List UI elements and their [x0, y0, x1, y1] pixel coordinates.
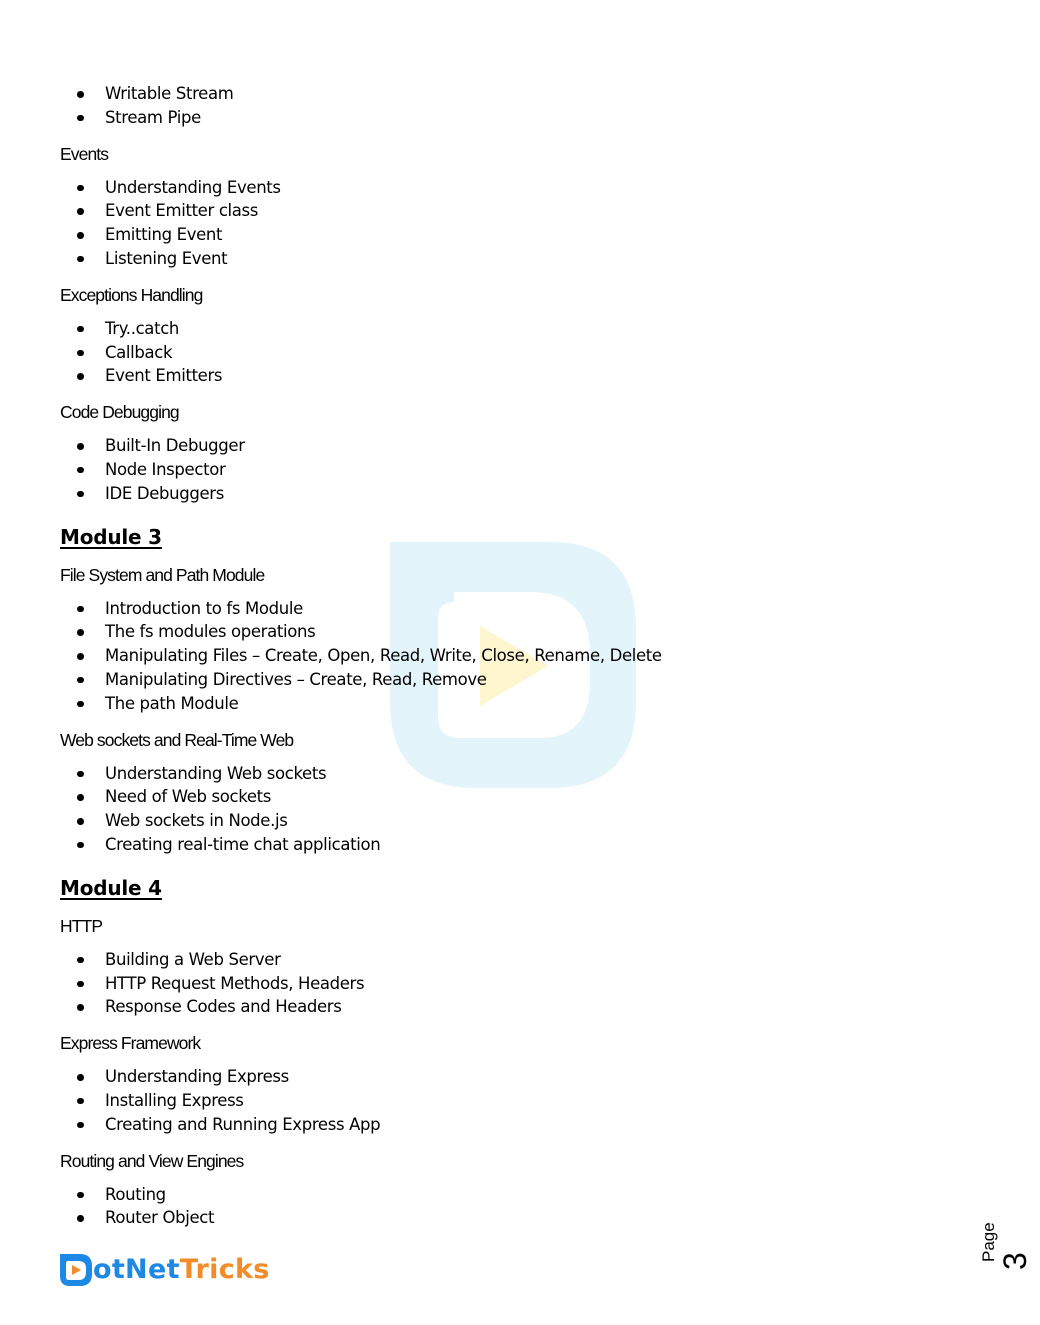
websockets-list	[60, 762, 960, 857]
bullet-icon	[77, 653, 84, 660]
bullet-icon	[77, 373, 84, 380]
bullet-icon	[77, 208, 84, 215]
list-item: Event Emitter class	[60, 199, 960, 223]
section-heading-exceptions: Exceptions Handling	[60, 284, 203, 305]
list-item: Router Object	[60, 1206, 960, 1230]
list-item: Manipulating Directives – Create, Read, Remove	[60, 668, 960, 692]
list-item: Creating real-time chat application	[60, 833, 960, 857]
logo-text-tricks: Tricks	[179, 1254, 270, 1285]
bullet-icon	[77, 326, 84, 333]
section-heading-websockets: Web sockets and Real-Time Web	[60, 729, 294, 750]
bullet-icon	[77, 794, 84, 801]
module-3-heading: Module 3	[60, 524, 162, 549]
section-heading-events: Events	[60, 143, 109, 164]
bullet-icon	[77, 115, 84, 122]
bullet-icon	[77, 1098, 84, 1105]
logo-text-net: otNet	[93, 1254, 180, 1285]
bullet-icon	[77, 1122, 84, 1129]
bullet-icon	[77, 981, 84, 988]
list-item: Manipulating Files – Create, Open, Read, Write, Close, Rename, Delete	[60, 644, 960, 668]
list-item: Listening Event	[60, 247, 960, 271]
list-item: Understanding Express	[60, 1065, 960, 1089]
bullet-icon	[77, 185, 84, 192]
section-heading-express: Express Framework	[60, 1033, 201, 1054]
streams-list	[60, 82, 960, 130]
list-item: Creating and Running Express App	[60, 1113, 960, 1137]
list-item: HTTP Request Methods, Headers	[60, 972, 960, 996]
list-item: The fs modules operations	[60, 620, 960, 644]
section-heading-fs: File System and Path Module	[60, 564, 265, 585]
bullet-icon	[77, 91, 84, 98]
section-heading-debugging: Code Debugging	[60, 402, 179, 423]
module-4-heading: Module 4	[60, 875, 162, 900]
bullet-icon	[77, 1215, 84, 1222]
list-item: Event Emitters	[60, 364, 960, 388]
list-item: Try..catch	[60, 317, 960, 341]
list-item: Building a Web Server	[60, 948, 960, 972]
list-item: Introduction to fs Module	[60, 597, 960, 621]
express-list	[60, 1065, 960, 1136]
list-item: Understanding Web sockets	[60, 762, 960, 786]
bullet-icon	[77, 677, 84, 684]
bullet-icon	[77, 606, 84, 613]
list-item: Callback	[60, 341, 960, 365]
bullet-icon	[77, 818, 84, 825]
list-item: Emitting Event	[60, 223, 960, 247]
list-item: Web sockets in Node.js	[60, 809, 960, 833]
bullet-icon	[77, 1192, 84, 1199]
page-label: Page	[979, 1222, 998, 1262]
bullet-icon	[77, 701, 84, 708]
events-list	[60, 176, 960, 271]
logo-d-play-icon	[60, 1254, 92, 1286]
bullet-icon	[77, 350, 84, 357]
bullet-icon	[77, 957, 84, 964]
bullet-icon	[77, 1004, 84, 1011]
bullet-icon	[77, 256, 84, 263]
routing-list	[60, 1183, 960, 1231]
http-list	[60, 948, 960, 1019]
list-item: IDE Debuggers	[60, 482, 960, 506]
list-item: The path Module	[60, 692, 960, 716]
debugging-list	[60, 434, 960, 505]
list-item: Response Codes and Headers	[60, 995, 960, 1019]
bullet-icon	[77, 491, 84, 498]
page-number: 3	[997, 1252, 1033, 1270]
bullet-icon	[77, 467, 84, 474]
section-heading-routing: Routing and View Engines	[60, 1150, 244, 1171]
fs-list	[60, 597, 960, 716]
list-item: Writable Stream	[60, 82, 960, 106]
dotnettricks-logo	[60, 1252, 270, 1288]
list-item: Understanding Events	[60, 176, 960, 200]
exceptions-list	[60, 317, 960, 388]
list-item: Built-In Debugger	[60, 434, 960, 458]
list-item: Node Inspector	[60, 458, 960, 482]
list-item: Installing Express	[60, 1089, 960, 1113]
list-item: Stream Pipe	[60, 106, 960, 130]
bullet-icon	[77, 443, 84, 450]
section-heading-http: HTTP	[60, 915, 103, 936]
bullet-icon	[77, 771, 84, 778]
bullet-icon	[77, 1074, 84, 1081]
list-item: Need of Web sockets	[60, 785, 960, 809]
bullet-icon	[77, 629, 84, 636]
bullet-icon	[77, 232, 84, 239]
bullet-icon	[77, 842, 84, 849]
list-item: Routing	[60, 1183, 960, 1207]
document-content	[60, 82, 960, 1230]
